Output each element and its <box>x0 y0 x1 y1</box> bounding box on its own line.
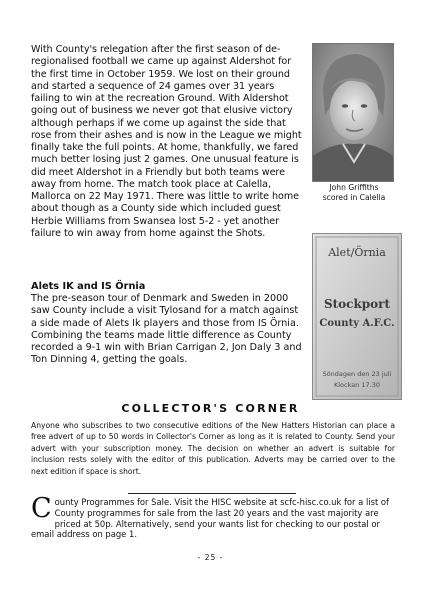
poster-title: Alet/Örnia <box>328 246 386 259</box>
collectors-corner-heading: COLLECTOR'S CORNER <box>121 402 300 415</box>
section-subheading: Alets IK and IS Örnia <box>31 281 146 292</box>
article-body <box>31 44 303 240</box>
section-divider <box>128 493 296 494</box>
poster-club-line2: County A.F.C. <box>319 318 395 329</box>
john-griffiths-photo <box>312 43 394 182</box>
match-poster <box>312 233 402 400</box>
advert-text: ounty Programmes for Sale. Visit the HISC website at scfc-hisc.co.uk for a list of County programmes for sale from the last 20 years and the vast majority are priced at 50p. Alternatively, send your wants list for checking to our postal or email address on page 1. <box>31 497 389 540</box>
article-body-2 <box>31 293 303 367</box>
poster-image <box>313 234 401 399</box>
page-number: - 25 - <box>197 553 224 562</box>
caption-name: John Griffiths <box>329 183 379 192</box>
advert-dropcap: C <box>31 493 52 524</box>
photo-caption <box>306 183 402 202</box>
caption-detail: scored in Calella <box>322 192 386 202</box>
article-paragraph: With County's relegation after the first season of de-regionalised football we came up against Aldershot for the first time in October 1959. We lost on their ground and started a sequence of 24 games over 31 years failing to win at the recreation Ground. With Aldershot going out of business we never got that elusive victory although perhaps if we come up against the side that rose from their ashes and is now in the League we might finally take the full points. At home, thankfully, we fared much better losing just 2 games. One unusual feature is did meet Aldershot in a Friendly but both teams were away from home. The match took place at Calella, Mallorca on 22 May 1971. There was little to write home about though as a County side which included guest Herbie Williams from Swansea lost 5-2 - yet another failure to win away from home against the Shots. <box>31 44 302 239</box>
article-paragraph: The pre-season tour of Denmark and Sweden in 2000 saw County include a visit Tylosand for a match against a side made of Alets Ik players and those from IS Örnia. Combining the teams made little difference as County recorded a 9-1 win with Brian Carrigan 2, Jon Daly 3 and Ton Dinning 4, getting the goals. <box>31 293 302 366</box>
poster-time: Klockan 17.30 <box>333 381 381 389</box>
programme-advert <box>31 493 395 540</box>
collectors-corner-text: Anyone who subscribes to two consecutive editions of the New Hatters Historian can place a free advert of up to 50 words in Collector's Corner as long as it is related to County. Send your advert with your subscription money. The decision on whether an advert is suitable for inclusion rests solely with the editor of this publication. Adverts may be carried over to the next edition if space is short. <box>31 421 395 476</box>
portrait-image <box>313 44 393 181</box>
poster-club-line1: Stockport <box>323 297 391 311</box>
poster-date: Söndagen den 23 juli <box>322 370 392 378</box>
